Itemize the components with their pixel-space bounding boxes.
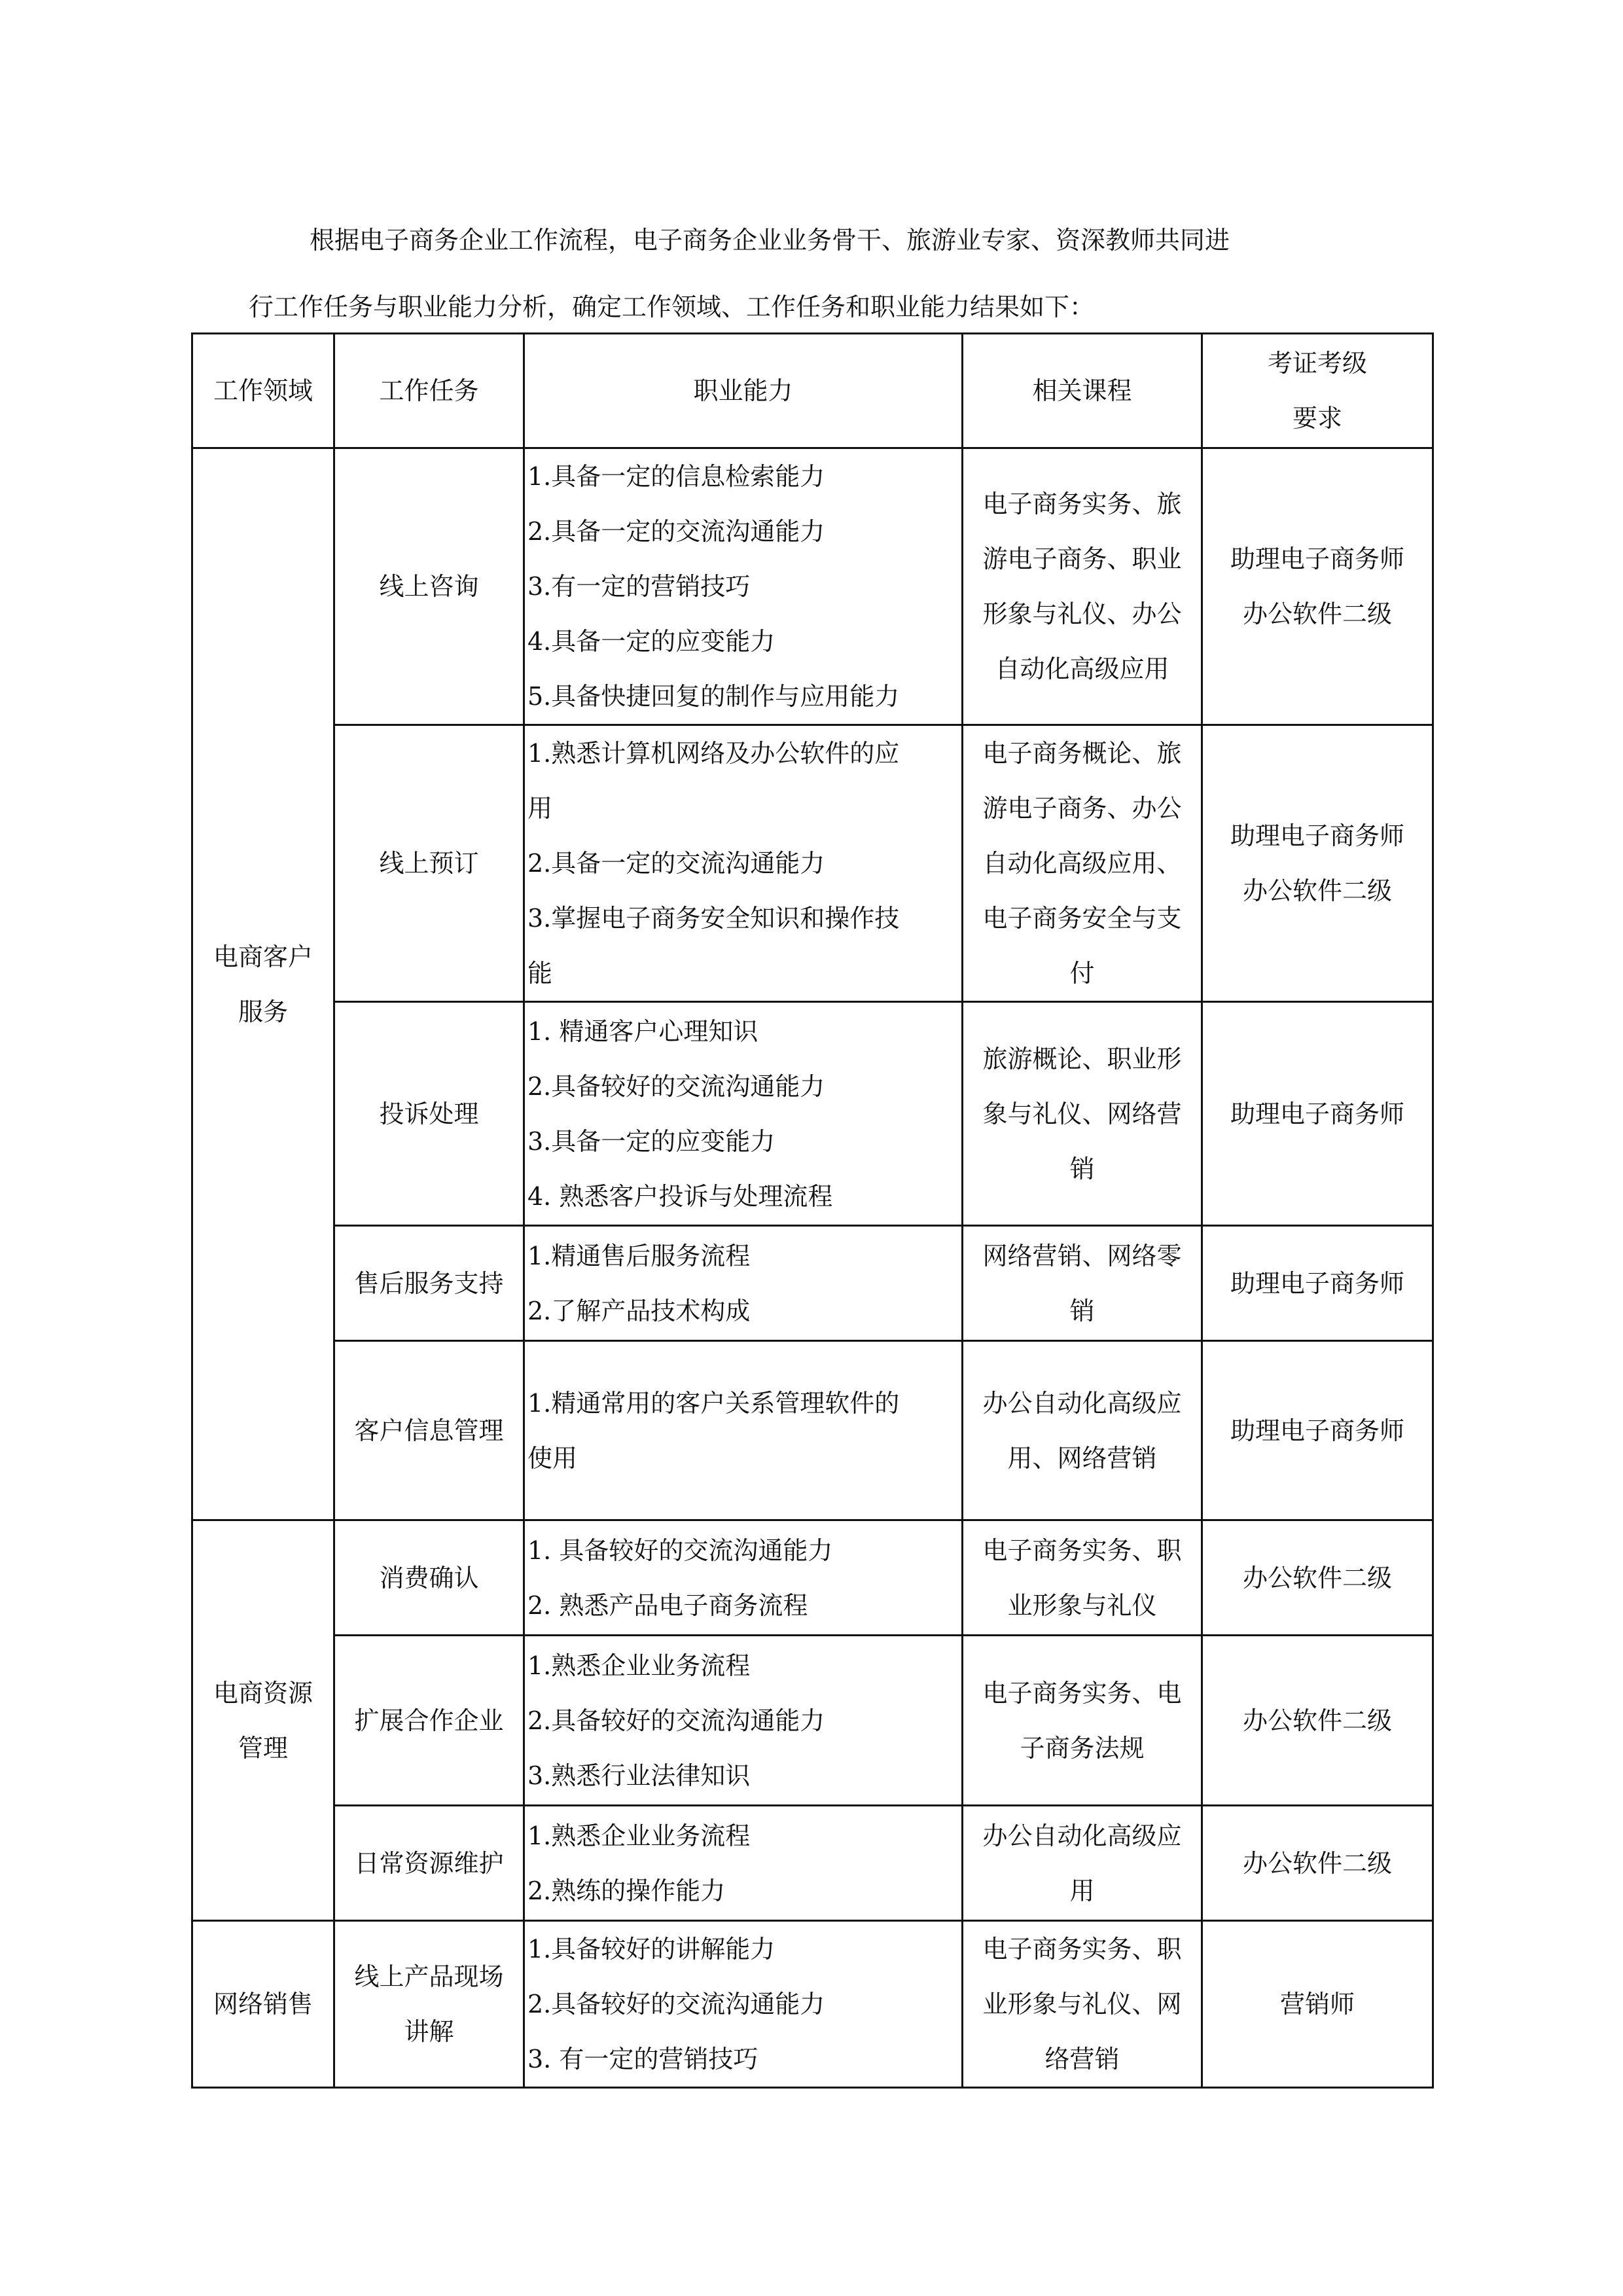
cert-text: 办公软件二级 [1242,1848,1392,1878]
header-text: 要求 [1292,404,1342,433]
cert-cell [1202,1636,1433,1806]
task-cell [334,1636,524,1806]
ability-cell [524,1921,963,2088]
task-cell [334,1806,524,1921]
cert-text: 助理电子商务师 [1230,1099,1404,1128]
table-row [192,448,1433,725]
ability-text: 1. 精通客户心理知识 [527,1016,758,1046]
course-text: 用 [1069,1876,1095,1905]
cert-text: 办公软件二级 [1242,1563,1392,1592]
task-text: 线上预订 [379,849,479,878]
domain-text: 网络销售 [213,1990,313,2018]
course-text: 游电子商务、办公 [982,794,1182,823]
task-cell [334,1341,524,1520]
ability-text: 使用 [527,1443,578,1473]
ability-cell [524,448,963,725]
cert-cell [1202,1226,1433,1341]
ability-text: 3.具备一定的应变能力 [527,1126,776,1156]
course-text: 自动化高级应用 [995,655,1169,683]
course-text: 网络营销、网络零 [982,1241,1182,1270]
course-text: 络营销 [1044,2045,1120,2073]
ability-cell [524,1636,963,1806]
table-row [192,1520,1433,1636]
ability-cell [524,1341,963,1520]
table-row [192,1636,1433,1806]
ability-text: 2.具备一定的交流沟通能力 [527,849,825,878]
cert-text: 办公软件二级 [1242,876,1392,905]
cert-cell [1202,1520,1433,1636]
ability-text: 2.具备较好的交流沟通能力 [527,1990,825,2018]
domain-cell [192,1921,334,2088]
ability-text: 4.具备一定的应变能力 [527,627,776,656]
ability-text: 4. 熟悉客户投诉与处理流程 [527,1181,833,1211]
cert-text: 助理电子商务师 [1230,1416,1404,1445]
table-row [192,1002,1433,1226]
course-text: 电子商务实务、职 [982,1535,1182,1565]
header-courses [963,334,1202,448]
intro-line-2: 行工作任务与职业能力分析，确定工作领域、工作任务和职业能力结果如下： [249,293,1095,321]
task-text: 售后服务支持 [354,1268,504,1298]
course-text: 象与礼仪、网络营 [982,1099,1182,1128]
task-cell [334,448,524,725]
course-text: 电子商务实务、职 [982,1935,1182,1964]
domain-cell [192,1520,334,1921]
domain-text: 管理 [238,1733,288,1763]
ability-text: 1.熟悉企业业务流程 [527,1651,751,1680]
ability-text: 2.具备一定的交流沟通能力 [527,517,825,546]
cert-cell [1202,725,1433,1002]
task-text: 投诉处理 [379,1099,479,1128]
ability-text: 1. 具备较好的交流沟通能力 [527,1535,833,1565]
ability-text: 1.精通售后服务流程 [527,1241,751,1270]
ability-text: 1.具备一定的信息检索能力 [527,462,825,491]
task-text: 扩展合作企业 [354,1706,504,1735]
course-text: 形象与礼仪、办公 [982,600,1182,628]
header-domain [192,334,334,448]
courses-cell [963,1636,1202,1806]
header-ability [524,334,963,448]
header-task [334,334,524,448]
header-text: 职业能力 [693,376,793,405]
course-text: 电子商务实务、旅 [982,490,1182,518]
ability-text: 1.精通常用的客户关系管理软件的 [527,1388,900,1418]
ability-text: 5.具备快捷回复的制作与应用能力 [527,682,900,711]
course-text: 业形象与礼仪、网 [982,1990,1182,2018]
course-text: 自动化高级应用、 [982,849,1182,878]
ability-text: 1.熟悉计算机网络及办公软件的应 [527,739,900,768]
header-text: 工作领域 [213,376,313,405]
ability-text: 3.掌握电子商务安全知识和操作技 [527,904,900,933]
task-text: 日常资源维护 [354,1848,504,1878]
course-text: 销 [1069,1154,1095,1183]
ability-cell [524,725,963,1002]
course-text: 销 [1069,1296,1095,1325]
cert-text: 营销师 [1279,1990,1355,2018]
domain-text: 服务 [238,997,288,1026]
header-cert [1202,334,1433,448]
courses-cell [963,1341,1202,1520]
ability-text: 3. 有一定的营销技巧 [527,2045,758,2073]
ability-text: 用 [527,794,553,823]
course-text: 电子商务实务、电 [982,1678,1182,1708]
table-row [192,1806,1433,1921]
intro-line-1: 根据电子商务企业工作流程，电子商务企业业务骨干、旅游业专家、资深教师共同进 [310,226,1230,255]
ability-cell [524,1520,963,1636]
courses-cell [963,1226,1202,1341]
domain-text: 电商客户 [213,942,313,971]
competency-table [191,332,1434,2089]
course-text: 旅游概论、职业形 [982,1044,1182,1073]
task-text: 客户信息管理 [354,1416,504,1445]
courses-cell [963,725,1202,1002]
domain-text: 电商资源 [213,1678,313,1708]
table-row [192,725,1433,1002]
ability-text: 2.具备较好的交流沟通能力 [527,1706,825,1735]
ability-text: 1.具备较好的讲解能力 [527,1935,776,1964]
ability-text: 2.具备较好的交流沟通能力 [527,1071,825,1101]
cert-text: 办公软件二级 [1242,1706,1392,1735]
cert-text: 助理电子商务师 [1230,821,1404,850]
cert-cell [1202,1921,1433,2088]
course-text: 电子商务概论、旅 [982,739,1182,768]
table-row [192,1226,1433,1341]
ability-cell [524,1806,963,1921]
course-text: 用、网络营销 [1007,1443,1157,1473]
courses-cell [963,1520,1202,1636]
ability-text: 2.了解产品技术构成 [527,1296,751,1325]
ability-cell [524,1002,963,1226]
course-text: 办公自动化高级应 [982,1388,1182,1418]
cert-cell [1202,1341,1433,1520]
task-text: 讲解 [404,2017,454,2046]
task-text: 消费确认 [379,1563,479,1592]
task-cell [334,1921,524,2088]
course-text: 游电子商务、职业 [982,545,1182,573]
courses-cell [963,1806,1202,1921]
course-text: 电子商务安全与支 [982,904,1182,933]
cert-text: 办公软件二级 [1242,600,1392,628]
table-row [192,1341,1433,1520]
courses-cell [963,1002,1202,1226]
task-cell [334,1002,524,1226]
course-text: 子商务法规 [1020,1733,1145,1763]
cert-text: 助理电子商务师 [1230,545,1404,573]
task-cell [334,725,524,1002]
course-text: 付 [1069,959,1095,988]
cert-cell [1202,1806,1433,1921]
cert-cell [1202,1002,1433,1226]
header-text: 相关课程 [1032,376,1132,405]
task-text: 线上产品现场 [354,1962,504,1991]
table-header-row [192,334,1433,448]
domain-cell [192,448,334,1520]
cert-cell [1202,448,1433,725]
header-text: 工作任务 [379,376,479,405]
ability-text: 能 [527,959,553,988]
task-cell [334,1226,524,1341]
ability-text: 3.熟悉行业法律知识 [527,1761,751,1790]
course-text: 办公自动化高级应 [982,1821,1182,1850]
ability-text: 2. 熟悉产品电子商务流程 [527,1590,808,1620]
task-text: 线上咨询 [379,572,479,601]
table-row [192,1921,1433,2088]
ability-cell [524,1226,963,1341]
ability-text: 2.熟练的操作能力 [527,1876,726,1905]
header-text: 考证考级 [1267,349,1367,378]
ability-text: 1.熟悉企业业务流程 [527,1821,751,1850]
task-cell [334,1520,524,1636]
courses-cell [963,448,1202,725]
courses-cell [963,1921,1202,2088]
cert-text: 助理电子商务师 [1230,1268,1404,1298]
course-text: 业形象与礼仪 [1007,1590,1157,1620]
ability-text: 3.有一定的营销技巧 [527,572,751,601]
